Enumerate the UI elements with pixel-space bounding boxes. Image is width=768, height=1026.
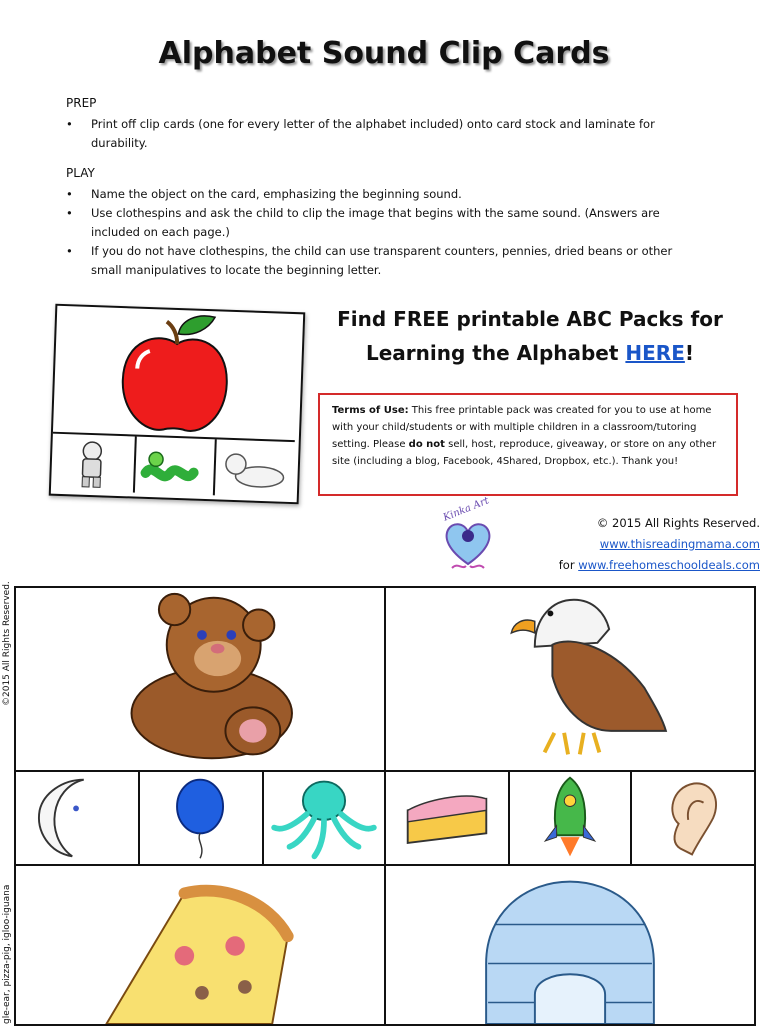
prep-heading: PREP bbox=[66, 96, 97, 110]
side-answers: gle-ear, pizza-pig, igloo-iguana bbox=[2, 884, 12, 1024]
example-choice-cell bbox=[135, 437, 217, 496]
card-main-cell bbox=[14, 586, 386, 772]
choice-cell bbox=[138, 770, 264, 866]
balloon-icon bbox=[140, 772, 262, 864]
worm-icon bbox=[135, 437, 215, 496]
choice-cell bbox=[262, 770, 386, 866]
octopus-icon bbox=[264, 772, 384, 864]
freehomeschooldeals-link[interactable]: www.freehomeschooldeals.com bbox=[578, 558, 760, 572]
play-heading: PLAY bbox=[66, 166, 95, 180]
pizza-icon bbox=[16, 866, 384, 1024]
prep-item: • Print off clip cards (one for every letter of the alphabet included) onto card stock and laminate for durability. bbox=[66, 115, 696, 153]
play-list bbox=[66, 185, 696, 280]
rocket-icon bbox=[510, 772, 630, 864]
ear-icon bbox=[632, 772, 754, 864]
choice-cell bbox=[630, 770, 756, 866]
card-main-cell bbox=[14, 864, 386, 1026]
choice-cell bbox=[14, 770, 140, 866]
terms-text-2: sell, host, reproduce, giveaway, or store on any other site (including a blog, Facebook, 4Shared, Dropbox, etc.). Thank you! bbox=[332, 439, 717, 467]
example-choice-cell bbox=[51, 434, 137, 493]
page-title: Alphabet Sound Clip Cards bbox=[158, 36, 610, 71]
astronaut-icon bbox=[51, 434, 133, 493]
thisreadingmama-link[interactable]: www.thisreadingmama.com bbox=[599, 537, 760, 551]
freehomeschool-line bbox=[559, 558, 760, 572]
prep-list bbox=[66, 115, 696, 153]
promo-line-2-text: Learning the Alphabet bbox=[366, 341, 626, 365]
terms-label: Terms of Use: bbox=[332, 405, 409, 416]
play-item: • If you do not have clothespins, the child can use transparent counters, pennies, dried beans or other small manipulatives to locate the beginning letter. bbox=[66, 242, 696, 280]
example-card-main-cell bbox=[53, 306, 299, 442]
cake-icon bbox=[386, 772, 508, 864]
here-link[interactable]: HERE bbox=[625, 341, 685, 365]
eagle-icon bbox=[386, 588, 754, 770]
choice-cell bbox=[508, 770, 632, 866]
for-label: for bbox=[558, 558, 579, 572]
card-main-cell bbox=[384, 864, 756, 1026]
card-main-cell bbox=[384, 586, 756, 772]
ferret-icon bbox=[215, 439, 295, 498]
choice-cell bbox=[384, 770, 510, 866]
kinka-art-logo bbox=[438, 495, 498, 574]
terms-text: This free printable pack was created for you to use at home with your child/students or with multiple children in a classroom/tutoring setting. Please bbox=[332, 405, 712, 450]
promo-line-2 bbox=[320, 336, 740, 370]
promo-heading bbox=[320, 302, 740, 370]
promo-suffix: ! bbox=[684, 341, 694, 365]
terms-of-use-box bbox=[318, 393, 738, 496]
terms-bold: do not bbox=[408, 439, 445, 450]
play-item: • Use clothespins and ask the child to clip the image that begins with the same sound. (Answers are included on each page.) bbox=[66, 204, 696, 242]
logo-text: Kinka Art bbox=[441, 495, 491, 524]
play-item: • Name the object on the card, emphasizing the beginning sound. bbox=[66, 185, 696, 204]
bear-icon bbox=[16, 588, 384, 770]
example-choice-cell bbox=[215, 439, 295, 498]
promo-line-1: Find FREE printable ABC Packs for bbox=[337, 307, 723, 331]
side-copyright: ©2015 All Rights Reserved. bbox=[2, 581, 12, 706]
example-card bbox=[49, 304, 306, 505]
moon-icon bbox=[16, 772, 138, 864]
copyright-text: © 2015 All Rights Reserved. bbox=[596, 516, 760, 530]
igloo-icon bbox=[386, 866, 754, 1024]
apple-icon bbox=[53, 306, 299, 440]
